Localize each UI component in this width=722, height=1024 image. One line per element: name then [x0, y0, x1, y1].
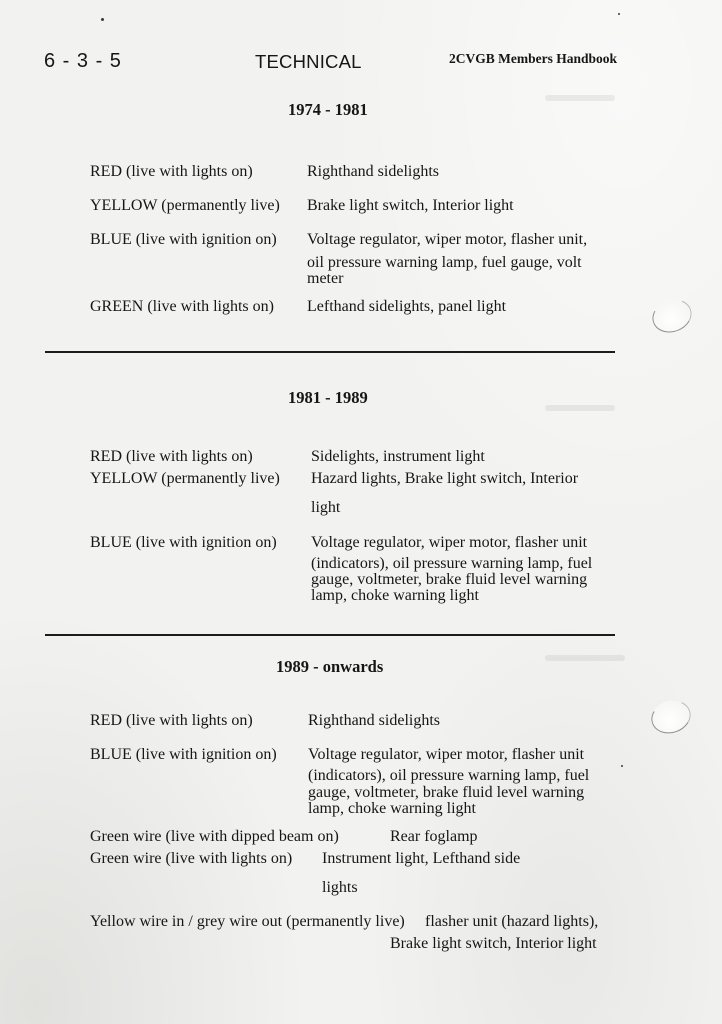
wire-function-line: lamp, choke warning light [308, 800, 476, 817]
wire-function-line: (indicators), oil pressure warning lamp, fuel [311, 555, 593, 572]
section-name: TECHNICAL [255, 51, 362, 72]
wire-label: RED (live with lights on) [90, 448, 253, 465]
section-divider [45, 351, 615, 353]
binder-hole-icon [647, 696, 695, 739]
page-number: 6 - 3 - 5 [44, 50, 122, 72]
wire-function-line: Voltage regulator, wiper motor, flasher unit [311, 534, 588, 551]
wire-function: Sidelights, instrument light [311, 448, 485, 465]
scan-speck [621, 765, 623, 767]
show-through [545, 405, 615, 411]
scan-speck [618, 13, 620, 15]
wire-label: RED (live with lights on) [90, 712, 253, 729]
wire-function-line: meter [307, 270, 344, 287]
wire-function-line: Hazard lights, Brake light switch, Interior [311, 470, 579, 487]
wire-label: Yellow wire in / grey wire out (permanently live) [90, 913, 405, 930]
wire-label: YELLOW (permanently live) [90, 197, 280, 214]
wire-function: Rear foglamp [390, 828, 478, 845]
wire-function-line: Voltage regulator, wiper motor, flasher unit, [307, 231, 588, 248]
wire-label: Green wire (live with lights on) [90, 850, 293, 867]
wire-label: GREEN (live with lights on) [90, 298, 274, 315]
section-title-1989: 1989 - onwards [276, 657, 384, 676]
wire-label: RED (live with lights on) [90, 163, 253, 180]
wire-function-line: gauge, voltmeter, brake fluid level warning [308, 784, 585, 801]
wire-function-line: oil pressure warning lamp, fuel gauge, volt [307, 254, 582, 271]
wire-label: BLUE (live with ignition on) [90, 231, 277, 248]
wire-label: BLUE (live with ignition on) [90, 534, 277, 551]
publication-title: 2CVGB Members Handbook [449, 51, 618, 66]
wire-label: BLUE (live with ignition on) [90, 746, 277, 763]
wire-function-line: flasher unit (hazard lights), [425, 913, 599, 930]
wire-function-line: Voltage regulator, wiper motor, flasher unit [308, 746, 585, 763]
show-through [545, 95, 615, 101]
binder-hole-icon [648, 294, 697, 338]
wire-function: Righthand sidelights [308, 712, 440, 729]
wire-function-line: light [311, 499, 341, 516]
show-through [545, 655, 625, 661]
wire-function: Lefthand sidelights, panel light [307, 298, 507, 315]
wire-function: Righthand sidelights [307, 163, 439, 180]
wire-function-line: Instrument light, Lefthand side [322, 850, 521, 867]
section-title-1974: 1974 - 1981 [288, 100, 368, 119]
wire-function-line: Brake light switch, Interior light [390, 935, 597, 952]
wire-function-line: (indicators), oil pressure warning lamp, fuel [308, 767, 590, 784]
wire-label: YELLOW (permanently live) [90, 470, 280, 487]
section-divider [45, 634, 615, 636]
wire-function-line: lights [322, 879, 358, 896]
scan-speck [101, 18, 104, 21]
wire-function-line: lamp, choke warning light [311, 587, 479, 604]
section-title-1981: 1981 - 1989 [288, 388, 368, 407]
wire-function: Brake light switch, Interior light [307, 197, 514, 214]
wire-function-line: gauge, voltmeter, brake fluid level warning [311, 571, 588, 588]
wire-label: Green wire (live with dipped beam on) [90, 828, 339, 845]
